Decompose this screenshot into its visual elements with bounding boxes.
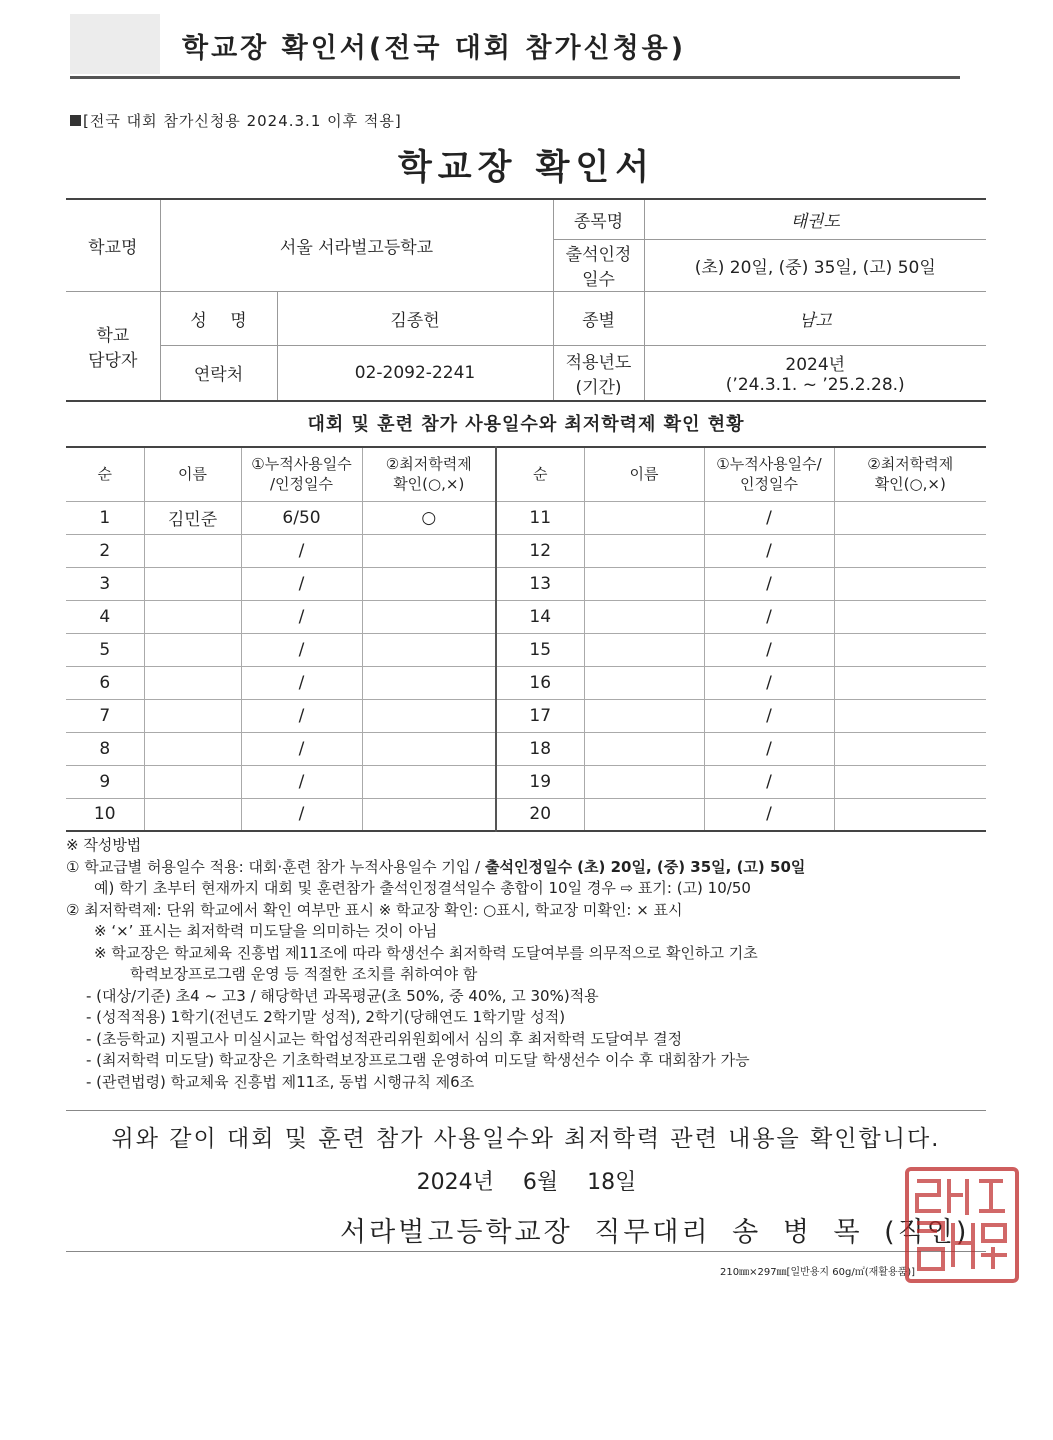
row-name	[144, 666, 241, 699]
header-shade	[70, 14, 160, 74]
row-name	[144, 600, 241, 633]
row-no: 5	[66, 633, 144, 666]
table-row	[66, 765, 986, 798]
status-table	[66, 446, 986, 832]
row-days: /	[241, 798, 362, 831]
row-days: /	[241, 765, 362, 798]
row-days-right: /	[704, 501, 834, 534]
row-check	[362, 798, 496, 831]
year-label-1: 적용년도	[565, 352, 632, 373]
table-row	[66, 666, 986, 699]
notes	[66, 835, 996, 1093]
row-no-right: 20	[496, 798, 584, 831]
row-check-right	[834, 501, 986, 534]
header-days	[241, 447, 362, 501]
date-day: 18일	[587, 1170, 637, 1195]
row-days: /	[241, 666, 362, 699]
table-row	[66, 798, 986, 831]
note-bullet-3: - (초등학교) 지필고사 미실시교는 학업성적관리위원회에서 심의 후 최저학력 도달여부 결정	[86, 1029, 683, 1048]
row-name-right	[584, 501, 704, 534]
notes-heading: ※ 작성방법	[66, 836, 142, 854]
header-days-2: /인정일수	[269, 475, 333, 494]
date-year: 2024년	[416, 1170, 494, 1195]
row-name-right	[584, 567, 704, 600]
row-no: 8	[66, 732, 144, 765]
header-check-right-2: 확인(○,×)	[874, 475, 946, 494]
row-check-right	[834, 699, 986, 732]
row-days: /	[241, 600, 362, 633]
note-bullet-2: - (성적적용) 1학기(전년도 2학기말 성적), 2학기(당해연도 1학기말 성적)	[86, 1008, 566, 1026]
header-check-right-1: ②최저학력제	[867, 455, 954, 474]
row-name	[144, 798, 241, 831]
footer-spec: 210㎜×297㎜[일반용지 60g/㎡(재활용품)]	[720, 1267, 916, 1278]
row-check: ○	[362, 501, 496, 534]
row-name-right	[584, 798, 704, 831]
sport-value: 태권도	[644, 199, 986, 239]
row-no-right: 16	[496, 666, 584, 699]
row-days-right: /	[704, 567, 834, 600]
row-no-right: 12	[496, 534, 584, 567]
contact-label: 연락처	[160, 345, 277, 401]
table-row	[66, 699, 986, 732]
row-name	[144, 732, 241, 765]
row-days-right: /	[704, 633, 834, 666]
table-row	[66, 501, 986, 534]
attendance-label-2: 일수	[582, 270, 615, 290]
row-days: 6/50	[241, 501, 362, 534]
row-days: /	[241, 534, 362, 567]
row-name-right	[584, 699, 704, 732]
row-no-right: 18	[496, 732, 584, 765]
row-no-right: 17	[496, 699, 584, 732]
divider-bottom	[66, 1251, 986, 1252]
table-row	[66, 600, 986, 633]
seal-pattern-icon	[909, 1171, 1015, 1279]
note-bullet-4: - (최저학력 미도달) 학교장은 기초학력보장프로그램 운영하여 미도달 학생선수 이수 후 대회참가 가능	[86, 1051, 750, 1069]
gender-label: 종별	[553, 291, 644, 345]
row-check-right	[834, 567, 986, 600]
row-check-right	[834, 732, 986, 765]
header-no-right: 순	[496, 447, 584, 501]
row-no-right: 11	[496, 501, 584, 534]
row-days: /	[241, 732, 362, 765]
doc-title: 학교장 확인서	[397, 148, 656, 188]
section-title: 대회 및 훈련 참가 사용일수와 최저학력제 확인 현황	[307, 414, 745, 435]
row-days-right: /	[704, 798, 834, 831]
year-value-2: (’24.3.1. ~ ’25.2.28.)	[725, 375, 905, 396]
table-row	[66, 567, 986, 600]
attendance-label-1: 출석인정	[565, 245, 632, 265]
note-2: ② 최저학력제: 단위 학교에서 확인 여부만 표시 ※ 학교장 확인: ○표시, 학교장 미확인: × 표시	[66, 900, 683, 919]
header-check-2: 확인(○,×)	[393, 475, 465, 494]
table-row	[66, 732, 986, 765]
year-label	[553, 345, 644, 401]
row-check	[362, 600, 496, 633]
row-name-right	[584, 600, 704, 633]
row-name: 김민준	[144, 501, 241, 534]
row-name-right	[584, 765, 704, 798]
attendance-label	[553, 239, 644, 291]
row-days: /	[241, 699, 362, 732]
note-1-text: ① 학교급별 허용일수 적용: 대회·훈련 참가 누적사용일수 기입 /	[66, 857, 485, 876]
row-name	[144, 534, 241, 567]
row-check	[362, 699, 496, 732]
row-check-right	[834, 633, 986, 666]
row-days-right: /	[704, 600, 834, 633]
year-value-1: 2024년	[785, 355, 846, 376]
row-no: 1	[66, 501, 144, 534]
row-days-right: /	[704, 765, 834, 798]
note-2-law-2: 학력보장프로그램 운영 등 적절한 조치를 취하여야 함	[130, 965, 478, 983]
header-check-1: ②최저학력제	[385, 455, 472, 474]
contact-value: 02-2092-2241	[277, 345, 553, 401]
row-no-right: 19	[496, 765, 584, 798]
subtitle-text: [전국 대회 참가신청용 2024.3.1 이후 적용]	[83, 112, 402, 130]
row-no-right: 15	[496, 633, 584, 666]
row-no: 7	[66, 699, 144, 732]
year-label-2: (기간)	[575, 377, 622, 398]
note-1-example: 예) 학기 초부터 현재까지 대회 및 훈련참가 출석인정결석일수 총합이 10일 경우 ⇨ 표기: (고) 10/50	[94, 879, 751, 897]
square-bullet-icon	[70, 115, 81, 126]
year-value	[644, 345, 986, 401]
row-days: /	[241, 633, 362, 666]
row-days: /	[241, 567, 362, 600]
name-label: 성 명	[160, 291, 277, 345]
row-name-right	[584, 732, 704, 765]
row-check-right	[834, 798, 986, 831]
header-bar	[70, 14, 960, 79]
note-2-x: ※ ‘×’ 표시는 최저학력 미도달을 의미하는 것이 아님	[94, 922, 438, 940]
header-days-right-1: ①누적사용일수/	[716, 455, 822, 474]
divider-top	[66, 1110, 986, 1111]
name-value: 김종헌	[277, 291, 553, 345]
header-name-right: 이름	[584, 447, 704, 501]
manager-label-2: 담당자	[88, 350, 138, 371]
row-name	[144, 765, 241, 798]
gender-value: 남고	[644, 291, 986, 345]
header-title: 학교장 확인서(전국 대회 참가신청용)	[182, 33, 687, 64]
official-seal-icon	[905, 1167, 1019, 1283]
header-name: 이름	[144, 447, 241, 501]
header-check	[362, 447, 496, 501]
row-name	[144, 633, 241, 666]
row-check-right	[834, 600, 986, 633]
row-no-right: 13	[496, 567, 584, 600]
header-days-right-2: 인정일수	[740, 475, 798, 494]
school-name: 서울 서라벌고등학교	[160, 199, 553, 291]
subtitle	[70, 110, 402, 131]
sport-label: 종목명	[553, 199, 644, 239]
manager-label	[66, 291, 160, 401]
school-label: 학교명	[66, 199, 160, 291]
header-no: 순	[66, 447, 144, 501]
row-name-right	[584, 666, 704, 699]
row-days-right: /	[704, 666, 834, 699]
date	[0, 1165, 1053, 1196]
row-no: 3	[66, 567, 144, 600]
table-row	[66, 633, 986, 666]
table-row	[66, 534, 986, 567]
header-check-right	[834, 447, 986, 501]
row-check-right	[834, 765, 986, 798]
row-check	[362, 567, 496, 600]
row-check	[362, 666, 496, 699]
row-name	[144, 699, 241, 732]
header-days-1: ①누적사용일수	[251, 455, 352, 474]
signer: 서라벌고등학교장 직무대리 송 병 목 (직인)	[340, 1217, 970, 1248]
row-days-right: /	[704, 732, 834, 765]
row-days-right: /	[704, 534, 834, 567]
row-no: 2	[66, 534, 144, 567]
row-check	[362, 765, 496, 798]
note-bullet-5: - (관련법령) 학교체육 진흥법 제11조, 동법 시행규칙 제6조	[86, 1072, 475, 1091]
row-name-right	[584, 633, 704, 666]
row-check	[362, 534, 496, 567]
confirm-text: 위와 같이 대회 및 훈련 참가 사용일수와 최저학력 관련 내용을 확인합니다.	[111, 1126, 941, 1152]
row-check	[362, 633, 496, 666]
row-name-right	[584, 534, 704, 567]
note-bullet-1: - (대상/기준) 초4 ~ 고3 / 해당학년 과목평균(초 50%, 중 40%, 고 30%)적용	[86, 986, 599, 1005]
row-check	[362, 732, 496, 765]
info-table	[66, 198, 986, 402]
row-check-right	[834, 534, 986, 567]
row-days-right: /	[704, 699, 834, 732]
header-days-right	[704, 447, 834, 501]
date-month: 6월	[522, 1170, 559, 1195]
manager-label-1: 학교	[96, 325, 130, 346]
note-2-law-1: ※ 학교장은 학교체육 진흥법 제11조에 따라 학생선수 최저학력 도달여부를 의무적으로 확인하고 기초	[94, 943, 758, 962]
row-no: 10	[66, 798, 144, 831]
note-1-bold: 출석인정일수 (초) 20일, (중) 35일, (고) 50일	[485, 857, 806, 876]
attendance-value: (초) 20일, (중) 35일, (고) 50일	[644, 239, 986, 291]
row-no: 9	[66, 765, 144, 798]
row-name	[144, 567, 241, 600]
row-check-right	[834, 666, 986, 699]
row-no: 4	[66, 600, 144, 633]
row-no: 6	[66, 666, 144, 699]
note-1	[66, 857, 996, 879]
row-no-right: 14	[496, 600, 584, 633]
